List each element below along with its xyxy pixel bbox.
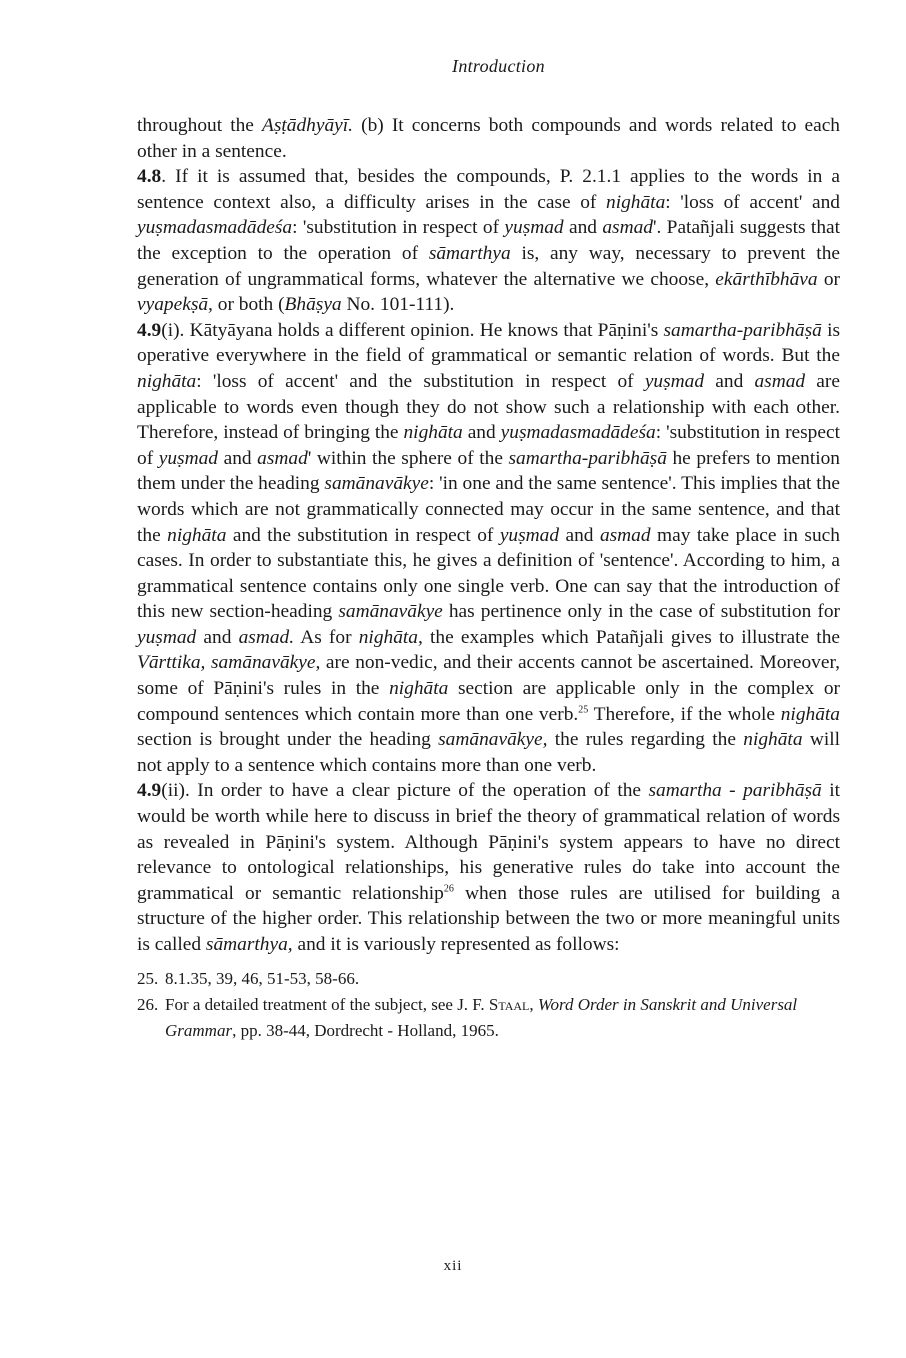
italic-term: samartha-paribhāṣā xyxy=(663,319,822,341)
italic-term: sāmarthya xyxy=(428,242,511,264)
italic-term: yuṣmad xyxy=(504,217,564,239)
text-run: he prefers to mention them under the heading xyxy=(137,447,840,495)
footnotes xyxy=(137,966,840,1044)
italic-term: asmad xyxy=(602,217,653,239)
paragraph-number-sub: . xyxy=(161,166,167,188)
italic-term: Aṣṭādhyāyī. xyxy=(262,115,354,136)
footnote xyxy=(137,966,840,992)
text-run: section are applicable only in the complex or compound sentences which contain more than one verb. xyxy=(137,678,841,725)
text-run: may take place in such cases. In order to substantiate this, he gives a definition of 'sentence'. According to him, a grammatical sentence contains only one single verb. One can say that the introduction of this new section-heading xyxy=(137,524,840,623)
text-run: will not apply to a sentence which contains more than one verb. xyxy=(137,729,840,776)
text-run: 8.1.35, 39, 46, 51-53, 58-66. xyxy=(165,968,360,988)
text-run: it would be worth while here to discuss in brief the theory of grammatical relation of words as revealed in Pāṇini's system. Although Pāṇini's system appears to have no direct relevance to ontological relationships, his generative rules do take into account the grammatical or semantic relationship xyxy=(137,780,840,904)
footnote-ref: 26 xyxy=(443,883,454,895)
italic-term: samānavākye, xyxy=(438,729,548,751)
page xyxy=(137,56,840,1044)
italic-term: yuṣmad xyxy=(137,626,197,648)
italic-term: asmad. xyxy=(238,626,295,648)
italic-term: asmad xyxy=(754,370,806,392)
text-run: are applicable to words even though they do not show such a relationship with each other. Therefore, instead of bringing the xyxy=(137,370,840,444)
text-run: the examples which Patañjali gives to illustrate the xyxy=(422,626,840,648)
italic-term: ekārthībhāva xyxy=(715,268,818,290)
italic-term: nighāta xyxy=(606,191,666,213)
italic-term: nighāta xyxy=(403,422,463,444)
italic-term: asmad xyxy=(257,447,308,469)
italic-term: nighāta xyxy=(137,370,197,392)
text-run: ' within the sphere of the xyxy=(307,447,509,469)
text-run: : 'loss of accent' and the substitution in respect of xyxy=(196,370,645,392)
italic-term: nighāta xyxy=(389,678,449,700)
footnote-text xyxy=(165,966,840,992)
italic-term: yuṣmadasmadādeśa xyxy=(500,422,656,444)
text-run: and xyxy=(196,626,239,648)
italic-term: yuṣmad xyxy=(644,370,705,392)
italic-term: yuṣmad xyxy=(499,524,560,546)
text-run: the rules regarding the xyxy=(547,729,744,751)
footnote-number: 25. xyxy=(137,968,159,988)
paragraph-number xyxy=(137,166,166,187)
text-run: : 'substitution in respect of xyxy=(292,217,505,239)
footnote-number: 26. xyxy=(137,994,159,1014)
italic-term: samānavākye xyxy=(338,601,443,623)
paragraph-number-sub: (i). xyxy=(161,319,185,341)
text-run: and it is variously represented as follows: xyxy=(292,934,620,955)
italic-term: samartha-paribhāṣā xyxy=(508,447,667,469)
italic-term: vyapekṣā, xyxy=(137,294,213,316)
text-run: Therefore, if the whole xyxy=(588,703,781,725)
paragraph-p49ii xyxy=(137,778,840,957)
text-run: and xyxy=(563,217,603,239)
italic-term: yuṣmadasmadādeśa xyxy=(137,217,293,239)
text-run: : 'substitution in respect of xyxy=(137,422,840,469)
text-run: , pp. 38-44, Dordrecht - Holland, 1965. xyxy=(232,1020,499,1040)
italic-term: Bhāṣya xyxy=(284,294,342,316)
text-run: when those rules are utilised for building a structure of the higher order. This relationship between the two or more meaningful units is called xyxy=(137,882,840,955)
text-run: (b) It concerns both compounds and words related to each other in a sentence. xyxy=(137,115,841,162)
text-run: and the substitution in respect of xyxy=(226,524,500,546)
italic-term: Word Order in Sanskrit and Universal Grammar xyxy=(165,994,798,1040)
text-run: No. 101-111). xyxy=(341,294,455,316)
text-run: is operative everywhere in the field of grammatical or semantic relation of words. But the xyxy=(137,319,841,367)
italic-term: samartha - paribhāṣā xyxy=(648,780,822,802)
page-number: xii xyxy=(443,1258,463,1274)
paragraph-cont xyxy=(137,113,840,164)
text-run: , xyxy=(529,994,538,1014)
text-run: If it is assumed that, besides the compounds, P. 2.1.1 applies to the words in a sentence context also, a difficulty arises in the case of xyxy=(137,166,840,213)
text-run: or xyxy=(817,268,840,290)
text-run: As for xyxy=(294,626,359,648)
paragraph-number xyxy=(137,780,190,801)
italic-term: yuṣmad xyxy=(158,447,218,469)
italic-term: asmad xyxy=(599,524,651,546)
body-text xyxy=(137,113,840,958)
paragraph-number-sub: (ii). xyxy=(161,780,190,802)
text-run: has pertinence only in the case of substitution for xyxy=(442,601,840,623)
text-run: Staal xyxy=(488,994,530,1014)
text-run: and xyxy=(462,422,501,444)
footnote-ref: 25 xyxy=(578,704,589,716)
text-run: and xyxy=(218,447,258,469)
text-run: or both ( xyxy=(212,294,285,316)
text-run: and xyxy=(559,524,600,546)
text-run: For a detailed treatment of the subject, see J. F. xyxy=(165,994,489,1014)
footnote-text xyxy=(165,992,840,1044)
paragraph-number-main: 4.9 xyxy=(137,780,162,802)
text-run: In order to have a clear picture of the operation of the xyxy=(189,780,649,802)
text-run: throughout the xyxy=(137,115,262,136)
running-head: Introduction xyxy=(452,56,545,76)
italic-term: Vārttika, samānavākye, xyxy=(137,652,321,674)
paragraph-number-main: 4.9 xyxy=(137,319,162,341)
text-run: are non-vedic, and their accents cannot be ascertained. Moreover, some of Pāṇini's rules in the xyxy=(137,652,840,700)
italic-term: nighāta, xyxy=(358,626,423,648)
text-run: section is brought under the heading xyxy=(137,729,439,751)
italic-term: nighāta xyxy=(743,729,803,751)
paragraph-number xyxy=(137,320,184,341)
paragraph-p49i xyxy=(137,318,840,779)
italic-term: nighāta xyxy=(167,524,227,546)
text-run: : 'in one and the same sentence'. This implies that the words which are not grammatically connected may occur in the same sentence, and that the xyxy=(137,473,840,546)
footnote xyxy=(137,992,840,1044)
text-run: is, any way, necessary to prevent the generation of ungrammatical forms, whatever the alternative we choose, xyxy=(137,242,840,290)
text-run: : 'loss of accent' and xyxy=(665,191,840,213)
italic-term: nighāta xyxy=(780,703,840,725)
paragraph-number-main: 4.8 xyxy=(137,166,162,188)
text-run: Kātyāyana holds a different opinion. He knows that Pāṇini's xyxy=(184,319,664,341)
text-run: '. Patañjali suggests that the exception to the operation of xyxy=(137,217,841,264)
text-run: and xyxy=(704,370,755,392)
paragraph-p48 xyxy=(137,164,840,318)
italic-term: samānavākye xyxy=(324,473,429,495)
italic-term: sāmarthya, xyxy=(205,934,293,955)
